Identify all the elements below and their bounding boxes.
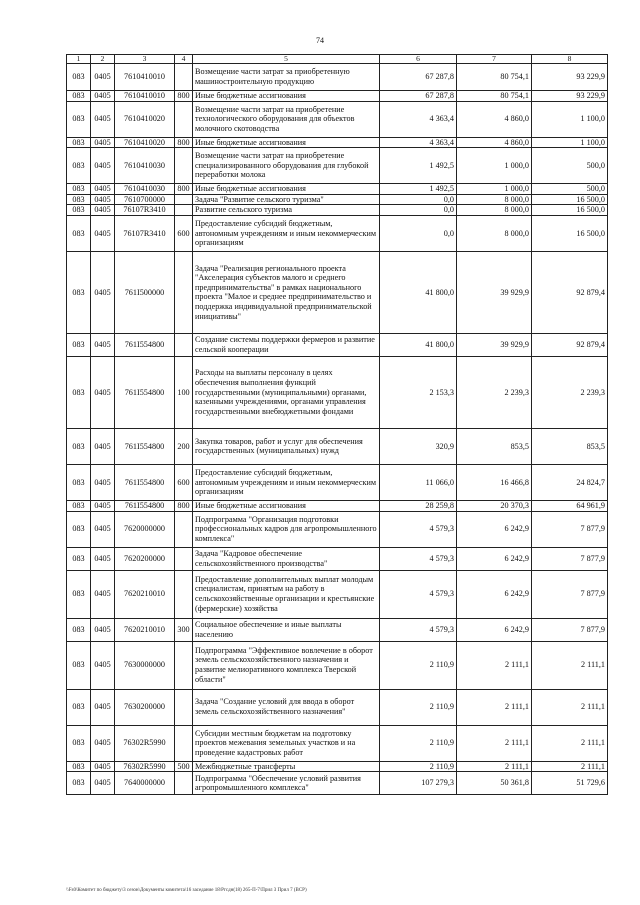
cell-description: Возмещение части затрат за приобретенную машиностроительную продукцию <box>193 64 380 91</box>
cell-ministry-code: 083 <box>67 772 91 795</box>
cell-amount-col8: 51 729,6 <box>532 772 608 795</box>
cell-amount-col6: 2 110,9 <box>380 689 457 725</box>
cell-section-code: 0405 <box>91 772 115 795</box>
cell-amount-col8: 64 961,9 <box>532 500 608 511</box>
cell-description: Задача "Развитие сельского туризма" <box>193 194 380 205</box>
cell-target-article: 7640000000 <box>115 772 175 795</box>
table-row <box>67 500 608 511</box>
cell-amount-col8: 93 229,9 <box>532 64 608 91</box>
cell-amount-col7: 2 111,1 <box>457 689 532 725</box>
cell-section-code: 0405 <box>91 725 115 761</box>
cell-expense-type <box>175 101 193 137</box>
cell-expense-type <box>175 64 193 91</box>
cell-amount-col6: 4 363,4 <box>380 137 457 148</box>
budget-table <box>66 54 608 795</box>
cell-amount-col6: 2 110,9 <box>380 641 457 689</box>
column-number-row <box>67 55 608 64</box>
cell-amount-col7: 1 000,0 <box>457 184 532 195</box>
table-row <box>67 725 608 761</box>
cell-amount-col7: 8 000,0 <box>457 194 532 205</box>
cell-amount-col6: 0,0 <box>380 194 457 205</box>
cell-amount-col7: 8 000,0 <box>457 205 532 216</box>
cell-target-article: 761I500000 <box>115 251 175 333</box>
cell-expense-type: 500 <box>175 761 193 772</box>
cell-amount-col6: 4 579,3 <box>380 618 457 641</box>
cell-amount-col6: 0,0 <box>380 215 457 251</box>
footer-file-path: \\Fs0\Комитет по бюджету\3 сезон\Документы комитета\16 заседание 18\Ргсдн(18) 265-П-7\Прил 3 Прил 7 (ВСР) <box>66 888 307 893</box>
cell-amount-col8: 500,0 <box>532 148 608 184</box>
cell-ministry-code: 083 <box>67 570 91 618</box>
column-header: 3 <box>115 55 175 64</box>
table-row <box>67 428 608 464</box>
table-row <box>67 184 608 195</box>
cell-section-code: 0405 <box>91 689 115 725</box>
cell-description: Подпрограмма "Обеспечение условий развития агропромышленного комплекса" <box>193 772 380 795</box>
cell-expense-type: 800 <box>175 91 193 102</box>
cell-amount-col8: 24 824,7 <box>532 464 608 500</box>
cell-ministry-code: 083 <box>67 184 91 195</box>
cell-amount-col8: 93 229,9 <box>532 91 608 102</box>
cell-amount-col6: 107 279,3 <box>380 772 457 795</box>
cell-section-code: 0405 <box>91 333 115 356</box>
cell-amount-col7: 6 242,9 <box>457 511 532 547</box>
cell-ministry-code: 083 <box>67 689 91 725</box>
cell-expense-type <box>175 772 193 795</box>
cell-target-article: 761I554800 <box>115 356 175 428</box>
cell-amount-col7: 853,5 <box>457 428 532 464</box>
cell-target-article: 761I554800 <box>115 500 175 511</box>
cell-description: Иные бюджетные ассигнования <box>193 500 380 511</box>
cell-ministry-code: 083 <box>67 194 91 205</box>
cell-description: Развитие сельского туризма <box>193 205 380 216</box>
cell-ministry-code: 083 <box>67 511 91 547</box>
cell-target-article: 7610410030 <box>115 148 175 184</box>
cell-section-code: 0405 <box>91 761 115 772</box>
cell-section-code: 0405 <box>91 184 115 195</box>
cell-ministry-code: 083 <box>67 251 91 333</box>
cell-amount-col6: 67 287,8 <box>380 64 457 91</box>
cell-expense-type: 100 <box>175 356 193 428</box>
cell-expense-type: 600 <box>175 215 193 251</box>
cell-ministry-code: 083 <box>67 641 91 689</box>
table-row <box>67 64 608 91</box>
cell-ministry-code: 083 <box>67 761 91 772</box>
cell-target-article: 7610410020 <box>115 137 175 148</box>
cell-description: Межбюджетные трансферты <box>193 761 380 772</box>
cell-amount-col7: 16 466,8 <box>457 464 532 500</box>
cell-expense-type <box>175 547 193 570</box>
cell-amount-col8: 2 111,1 <box>532 725 608 761</box>
cell-target-article: 7610410010 <box>115 91 175 102</box>
page-number: 74 <box>316 36 324 45</box>
cell-target-article: 7620000000 <box>115 511 175 547</box>
column-header: 4 <box>175 55 193 64</box>
cell-section-code: 0405 <box>91 205 115 216</box>
cell-target-article: 7620200000 <box>115 547 175 570</box>
column-header: 7 <box>457 55 532 64</box>
table-row <box>67 137 608 148</box>
cell-expense-type <box>175 689 193 725</box>
cell-description: Создание системы поддержки фермеров и развитие сельской кооперации <box>193 333 380 356</box>
cell-description: Предоставление субсидий бюджетным, автономным учреждениям и иным некоммерческим организациям <box>193 464 380 500</box>
cell-expense-type <box>175 148 193 184</box>
cell-ministry-code: 083 <box>67 91 91 102</box>
cell-ministry-code: 083 <box>67 464 91 500</box>
cell-description: Задача "Создание условий для ввода в оборот земель сельскохозяйственного назначения" <box>193 689 380 725</box>
cell-target-article: 7630000000 <box>115 641 175 689</box>
cell-amount-col7: 1 000,0 <box>457 148 532 184</box>
cell-expense-type: 800 <box>175 137 193 148</box>
cell-ministry-code: 083 <box>67 215 91 251</box>
cell-description: Иные бюджетные ассигнования <box>193 137 380 148</box>
cell-description: Предоставление дополнительных выплат молодым специалистам, принятым на работу в сельскохозяйственные организации и крестьянские (фермерские) хозяйства <box>193 570 380 618</box>
cell-amount-col6: 67 287,8 <box>380 91 457 102</box>
cell-amount-col8: 92 879,4 <box>532 333 608 356</box>
cell-section-code: 0405 <box>91 148 115 184</box>
table-row <box>67 194 608 205</box>
cell-expense-type: 600 <box>175 464 193 500</box>
cell-ministry-code: 083 <box>67 618 91 641</box>
cell-amount-col7: 80 754,1 <box>457 91 532 102</box>
table-row <box>67 333 608 356</box>
cell-ministry-code: 083 <box>67 205 91 216</box>
cell-amount-col7: 39 929,9 <box>457 333 532 356</box>
cell-section-code: 0405 <box>91 101 115 137</box>
table-row <box>67 761 608 772</box>
cell-ministry-code: 083 <box>67 428 91 464</box>
cell-target-article: 7610410010 <box>115 64 175 91</box>
cell-amount-col6: 4 363,4 <box>380 101 457 137</box>
cell-description: Закупка товаров, работ и услуг для обеспечения государственных (муниципальных) нужд <box>193 428 380 464</box>
cell-amount-col7: 80 754,1 <box>457 64 532 91</box>
cell-ministry-code: 083 <box>67 333 91 356</box>
table-row <box>67 356 608 428</box>
cell-description: Возмещение части затрат на приобретение специализированного оборудования для глубокой переработки молока <box>193 148 380 184</box>
cell-ministry-code: 083 <box>67 500 91 511</box>
cell-amount-col6: 1 492,5 <box>380 148 457 184</box>
cell-section-code: 0405 <box>91 547 115 570</box>
cell-amount-col8: 853,5 <box>532 428 608 464</box>
cell-amount-col8: 7 877,9 <box>532 570 608 618</box>
cell-description: Подпрограмма "Эффективное вовлечение в оборот земель сельскохозяйственного назначения и развитие мелиоративного комплекса Тверской области" <box>193 641 380 689</box>
cell-target-article: 76302R5990 <box>115 761 175 772</box>
table-row <box>67 464 608 500</box>
cell-amount-col6: 320,9 <box>380 428 457 464</box>
cell-amount-col8: 92 879,4 <box>532 251 608 333</box>
cell-amount-col7: 2 111,1 <box>457 761 532 772</box>
cell-description: Подпрограмма "Организация подготовки профессиональных кадров для агропромышленного комплекса" <box>193 511 380 547</box>
table-row <box>67 91 608 102</box>
cell-section-code: 0405 <box>91 91 115 102</box>
cell-description: Задача "Кадровое обеспечение сельскохозяйственного производства" <box>193 547 380 570</box>
cell-amount-col6: 4 579,3 <box>380 570 457 618</box>
cell-amount-col6: 2 110,9 <box>380 725 457 761</box>
cell-description: Возмещение части затрат на приобретение технологического оборудования для объектов молочного скотоводства <box>193 101 380 137</box>
table-row <box>67 511 608 547</box>
table-row <box>67 641 608 689</box>
cell-section-code: 0405 <box>91 356 115 428</box>
cell-expense-type <box>175 511 193 547</box>
cell-ministry-code: 083 <box>67 356 91 428</box>
cell-expense-type: 800 <box>175 184 193 195</box>
cell-amount-col7: 2 239,3 <box>457 356 532 428</box>
cell-amount-col6: 1 492,5 <box>380 184 457 195</box>
cell-amount-col6: 41 800,0 <box>380 333 457 356</box>
cell-expense-type <box>175 251 193 333</box>
column-header: 6 <box>380 55 457 64</box>
cell-amount-col8: 7 877,9 <box>532 618 608 641</box>
cell-ministry-code: 083 <box>67 547 91 570</box>
cell-amount-col6: 2 153,3 <box>380 356 457 428</box>
cell-ministry-code: 083 <box>67 148 91 184</box>
column-header: 1 <box>67 55 91 64</box>
cell-expense-type: 300 <box>175 618 193 641</box>
cell-section-code: 0405 <box>91 215 115 251</box>
column-header: 2 <box>91 55 115 64</box>
table-row <box>67 101 608 137</box>
cell-expense-type <box>175 725 193 761</box>
column-header: 8 <box>532 55 608 64</box>
cell-amount-col7: 2 111,1 <box>457 725 532 761</box>
cell-description: Предоставление субсидий бюджетным, автономным учреждениям и иным некоммерческим организациям <box>193 215 380 251</box>
cell-amount-col8: 7 877,9 <box>532 511 608 547</box>
cell-amount-col7: 6 242,9 <box>457 570 532 618</box>
table-row <box>67 251 608 333</box>
cell-ministry-code: 083 <box>67 64 91 91</box>
cell-expense-type <box>175 205 193 216</box>
cell-ministry-code: 083 <box>67 725 91 761</box>
cell-section-code: 0405 <box>91 500 115 511</box>
cell-amount-col7: 6 242,9 <box>457 618 532 641</box>
cell-target-article: 76107R3410 <box>115 205 175 216</box>
cell-amount-col6: 41 800,0 <box>380 251 457 333</box>
cell-amount-col8: 2 111,1 <box>532 641 608 689</box>
cell-section-code: 0405 <box>91 641 115 689</box>
cell-amount-col8: 500,0 <box>532 184 608 195</box>
cell-amount-col8: 7 877,9 <box>532 547 608 570</box>
table-row <box>67 215 608 251</box>
cell-amount-col7: 4 860,0 <box>457 137 532 148</box>
cell-section-code: 0405 <box>91 194 115 205</box>
cell-target-article: 7610410030 <box>115 184 175 195</box>
cell-target-article: 7630200000 <box>115 689 175 725</box>
cell-description: Иные бюджетные ассигнования <box>193 91 380 102</box>
table-row <box>67 618 608 641</box>
cell-amount-col7: 39 929,9 <box>457 251 532 333</box>
cell-section-code: 0405 <box>91 428 115 464</box>
cell-amount-col8: 2 111,1 <box>532 761 608 772</box>
cell-target-article: 7620210010 <box>115 570 175 618</box>
cell-amount-col7: 6 242,9 <box>457 547 532 570</box>
cell-amount-col7: 50 361,8 <box>457 772 532 795</box>
cell-section-code: 0405 <box>91 618 115 641</box>
cell-description: Иные бюджетные ассигнования <box>193 184 380 195</box>
cell-amount-col6: 4 579,3 <box>380 547 457 570</box>
column-header: 5 <box>193 55 380 64</box>
cell-amount-col7: 8 000,0 <box>457 215 532 251</box>
cell-section-code: 0405 <box>91 570 115 618</box>
table-row <box>67 772 608 795</box>
table-row <box>67 689 608 725</box>
cell-expense-type: 800 <box>175 500 193 511</box>
cell-section-code: 0405 <box>91 251 115 333</box>
cell-amount-col7: 2 111,1 <box>457 641 532 689</box>
cell-description: Расходы на выплаты персоналу в целях обеспечения выполнения функций государственными (муниципальными) органами, казенными учреждениями, органами управления государственными внебюджетными фондами <box>193 356 380 428</box>
cell-target-article: 7610700000 <box>115 194 175 205</box>
cell-target-article: 761I554800 <box>115 333 175 356</box>
cell-expense-type: 200 <box>175 428 193 464</box>
cell-amount-col6: 28 259,8 <box>380 500 457 511</box>
table-row <box>67 547 608 570</box>
cell-section-code: 0405 <box>91 137 115 148</box>
cell-target-article: 7610410020 <box>115 101 175 137</box>
cell-amount-col6: 0,0 <box>380 205 457 216</box>
cell-ministry-code: 083 <box>67 101 91 137</box>
cell-target-article: 76107R3410 <box>115 215 175 251</box>
cell-target-article: 761I554800 <box>115 464 175 500</box>
cell-target-article: 761I554800 <box>115 428 175 464</box>
cell-section-code: 0405 <box>91 64 115 91</box>
cell-amount-col8: 16 500,0 <box>532 194 608 205</box>
cell-amount-col8: 16 500,0 <box>532 205 608 216</box>
cell-section-code: 0405 <box>91 464 115 500</box>
cell-expense-type <box>175 333 193 356</box>
cell-amount-col7: 4 860,0 <box>457 101 532 137</box>
cell-amount-col8: 2 111,1 <box>532 689 608 725</box>
cell-target-article: 7620210010 <box>115 618 175 641</box>
cell-amount-col6: 2 110,9 <box>380 761 457 772</box>
cell-description: Задача "Реализация регионального проекта "Акселерация субъектов малого и среднего предпринимательства" в рамках национального проекта "Малое и среднее предпринимательство и поддержка индивидуальной предпринимательской инициативы" <box>193 251 380 333</box>
cell-amount-col7: 20 370,3 <box>457 500 532 511</box>
cell-ministry-code: 083 <box>67 137 91 148</box>
cell-target-article: 76302R5990 <box>115 725 175 761</box>
cell-amount-col6: 11 066,0 <box>380 464 457 500</box>
cell-expense-type <box>175 194 193 205</box>
table-row <box>67 570 608 618</box>
cell-amount-col8: 1 100,0 <box>532 137 608 148</box>
cell-amount-col8: 1 100,0 <box>532 101 608 137</box>
table-row <box>67 148 608 184</box>
cell-amount-col8: 2 239,3 <box>532 356 608 428</box>
cell-description: Социальное обеспечение и иные выплаты населению <box>193 618 380 641</box>
cell-section-code: 0405 <box>91 511 115 547</box>
cell-expense-type <box>175 570 193 618</box>
cell-amount-col8: 16 500,0 <box>532 215 608 251</box>
cell-expense-type <box>175 641 193 689</box>
cell-description: Субсидии местным бюджетам на подготовку проектов межевания земельных участков и на проведение кадастровых работ <box>193 725 380 761</box>
cell-amount-col6: 4 579,3 <box>380 511 457 547</box>
table-row <box>67 205 608 216</box>
